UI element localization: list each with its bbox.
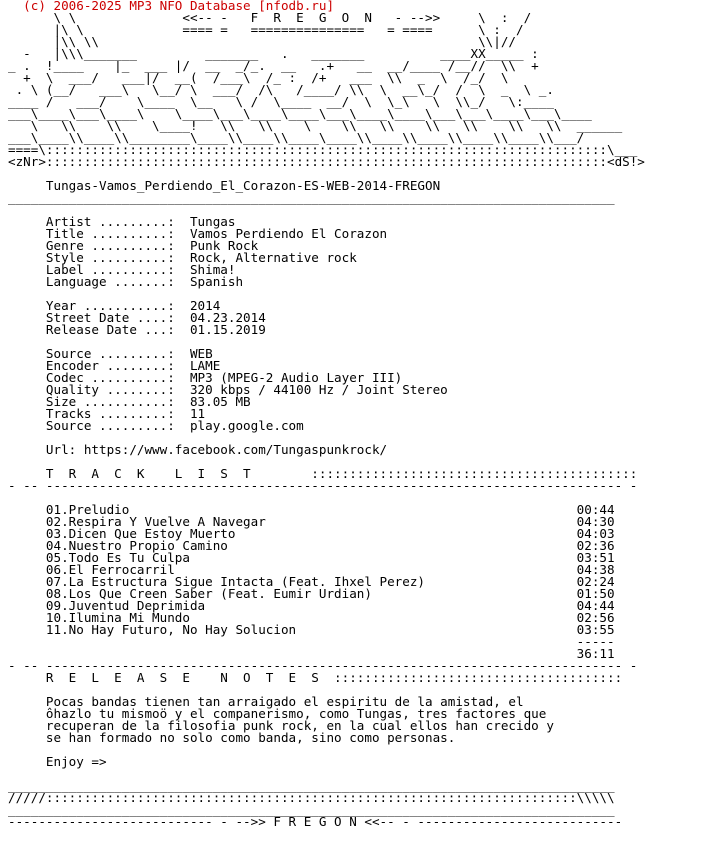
nfo-line: Style ..........: Rock, Alternative rock — [8, 250, 357, 265]
nfo-line: <zNr>::::::::::::::::::::::::::::::::::::::::::::::::::::::::::::::::::::::::::<dS!> — [8, 154, 645, 169]
nfo-line: . \ (__/ ___\ \__/ \ ___/ /\ /____/ \\ \ __\_/ / \ _ \ _. — [8, 82, 554, 97]
nfo-line — [8, 744, 720, 756]
nfo-line: 09.Juventud Deprimida 04:44 — [8, 598, 615, 613]
nfo-line: _ . !____ |_ ___ |/ __ _/_. __ .+ __ __/____ /__// \\ + — [8, 58, 539, 73]
nfo-line: T R A C K L I S T ::::::::::::::::::::::::::::::::::::::::::: — [8, 466, 638, 481]
nfo-line: |\ \ ==== = =============== = ==== \ : / — [8, 22, 524, 37]
nfo-line: 03.Dicen Que Estoy Muerto 04:03 — [8, 526, 615, 541]
nfo-line: Url: https://www.facebook.com/Tungaspunkrock/ — [8, 442, 388, 457]
nfo-line: ====\::::::::::::::::::::::::::::::::::::::::::::::::::::::::::::::::::::::::::\___ — [8, 142, 638, 157]
nfo-line: |\\ \\ \\|// — [8, 34, 516, 49]
nfo-line: Tracks .........: 11 — [8, 406, 206, 421]
nfo-line: 05.Todo Es Tu Culpa 03:51 — [8, 550, 615, 565]
nfo-line: Release Date ...: 01.15.2019 — [8, 322, 266, 337]
nfo-line: Street Date ....: 04.23.2014 — [8, 310, 266, 325]
nfo-line: recuperan de la filosofia punk rock, en la cual ellos han crecido y — [8, 718, 554, 733]
nfo-line: /////::::::::::::::::::::::::::::::::::::::::::::::::::::::::::::::::::::::\\\\\ — [8, 790, 615, 805]
copyright-header: (c) 2006-2025 MP3 NFO Database [nfodb.ru] — [8, 0, 335, 13]
nfo-line: 08.Los Que Creen Saber (Feat. Eumir Urdian) 01:50 — [8, 586, 615, 601]
nfo-line: Tungas-Vamos_Perdiendo_El_Corazon-ES-WEB-2014-FREGON — [8, 178, 441, 193]
nfo-line: R E L E A S E N O T E S :::::::::::::::::::::::::::::::::::::: — [8, 670, 623, 685]
nfo-line: ________________________________________________________________________________ — [8, 190, 615, 205]
nfo-line: Title ..........: Vamos Perdiendo El Corazon — [8, 226, 388, 241]
nfo-line: Genre ..........: Punk Rock — [8, 238, 259, 253]
nfo-line: 11.No Hay Futuro, No Hay Solucion 03:55 — [8, 622, 615, 637]
nfo-line: \ \\ \\ \____! \\ \\ \ \\ \\ \\ \\ \\ \\ ______ — [8, 118, 623, 133]
nfo-line: 01.Preludio 00:44 — [8, 502, 615, 517]
nfo-line: Encoder ........: LAME — [8, 358, 221, 373]
nfo-line: Artist .........: Tungas — [8, 214, 236, 229]
nfo-line: Language .......: Spanish — [8, 274, 244, 289]
nfo-line: Size ...........: 83.05 MB — [8, 394, 251, 409]
nfo-line: ________________________________________________________________________________ — [8, 802, 615, 817]
nfo-line: ôhazlo tu mismoö y el companerismo, como Tungas, tres factores que — [8, 706, 547, 721]
nfo-line: Source .........: WEB — [8, 346, 213, 361]
nfo-line: Source .........: play.google.com — [8, 418, 304, 433]
nfo-line: 36:11 — [8, 646, 615, 661]
nfo-line: - -- ---------------------------------------------------------------------------- - — [8, 658, 638, 673]
nfo-line: 10.Ilumina Mi Mundo 02:56 — [8, 610, 615, 625]
nfo-line: + \ ___/ ___|/ __( /___\ /_ : /+ ___ \\ _ \ /_/ \ — [8, 70, 524, 85]
nfo-line: ________________________________________________________________________________ — [8, 778, 615, 793]
nfo-line: se han formado no solo como banda, sino como personas. — [8, 730, 456, 745]
nfo-line: ----- — [8, 634, 615, 649]
nfo-body — [8, 12, 720, 828]
nfo-line: ___\____\\____\\________\____\\____\\____\____\\____\\____\\____\\____\\___/ — [8, 130, 585, 145]
nfo-line: 02.Respira Y Vuelve A Navegar 04:30 — [8, 514, 615, 529]
nfo-line: ___\____\___\____\ \____\___\____\____\___\____\____\___\___\____\___\____ — [8, 106, 592, 121]
nfo-line: 04.Nuestro Propio Camino 02:36 — [8, 538, 615, 553]
nfo-line: 07.La Estructura Sigue Intacta (Feat. Ihxel Perez) 02:24 — [8, 574, 615, 589]
nfo-line: \ \ <<-- - F R E G O N - -->> \ : / — [8, 10, 532, 25]
nfo-line: Year ...........: 2014 — [8, 298, 221, 313]
nfo-line: --------------------------- - -->> F R E G O N <<-- - --------------------------- — [8, 814, 623, 829]
nfo-line: Enjoy => — [8, 754, 107, 769]
nfo-text — [8, 0, 720, 828]
nfo-line: Label ..........: Shima! — [8, 262, 236, 277]
nfo-line: ____ / ___/ \____ \__ \ / \____ __/ \ \_\ \ \\_/ \:____ — [8, 94, 554, 109]
nfo-line: - -- ---------------------------------------------------------------------------- - — [8, 478, 638, 493]
nfo-line: Quality ........: 320 kbps / 44100 Hz / Joint Stereo — [8, 382, 448, 397]
nfo-line: - |\\\_______ _______ . _______ ____XX_____ : — [8, 46, 539, 61]
nfo-line: Codec ..........: MP3 (MPEG-2 Audio Layer III) — [8, 370, 403, 385]
nfo-line: Pocas bandas tienen tan arraigado el espiritu de la amistad, el — [8, 694, 524, 709]
nfo-line: 06.El Ferrocarril 04:38 — [8, 562, 615, 577]
